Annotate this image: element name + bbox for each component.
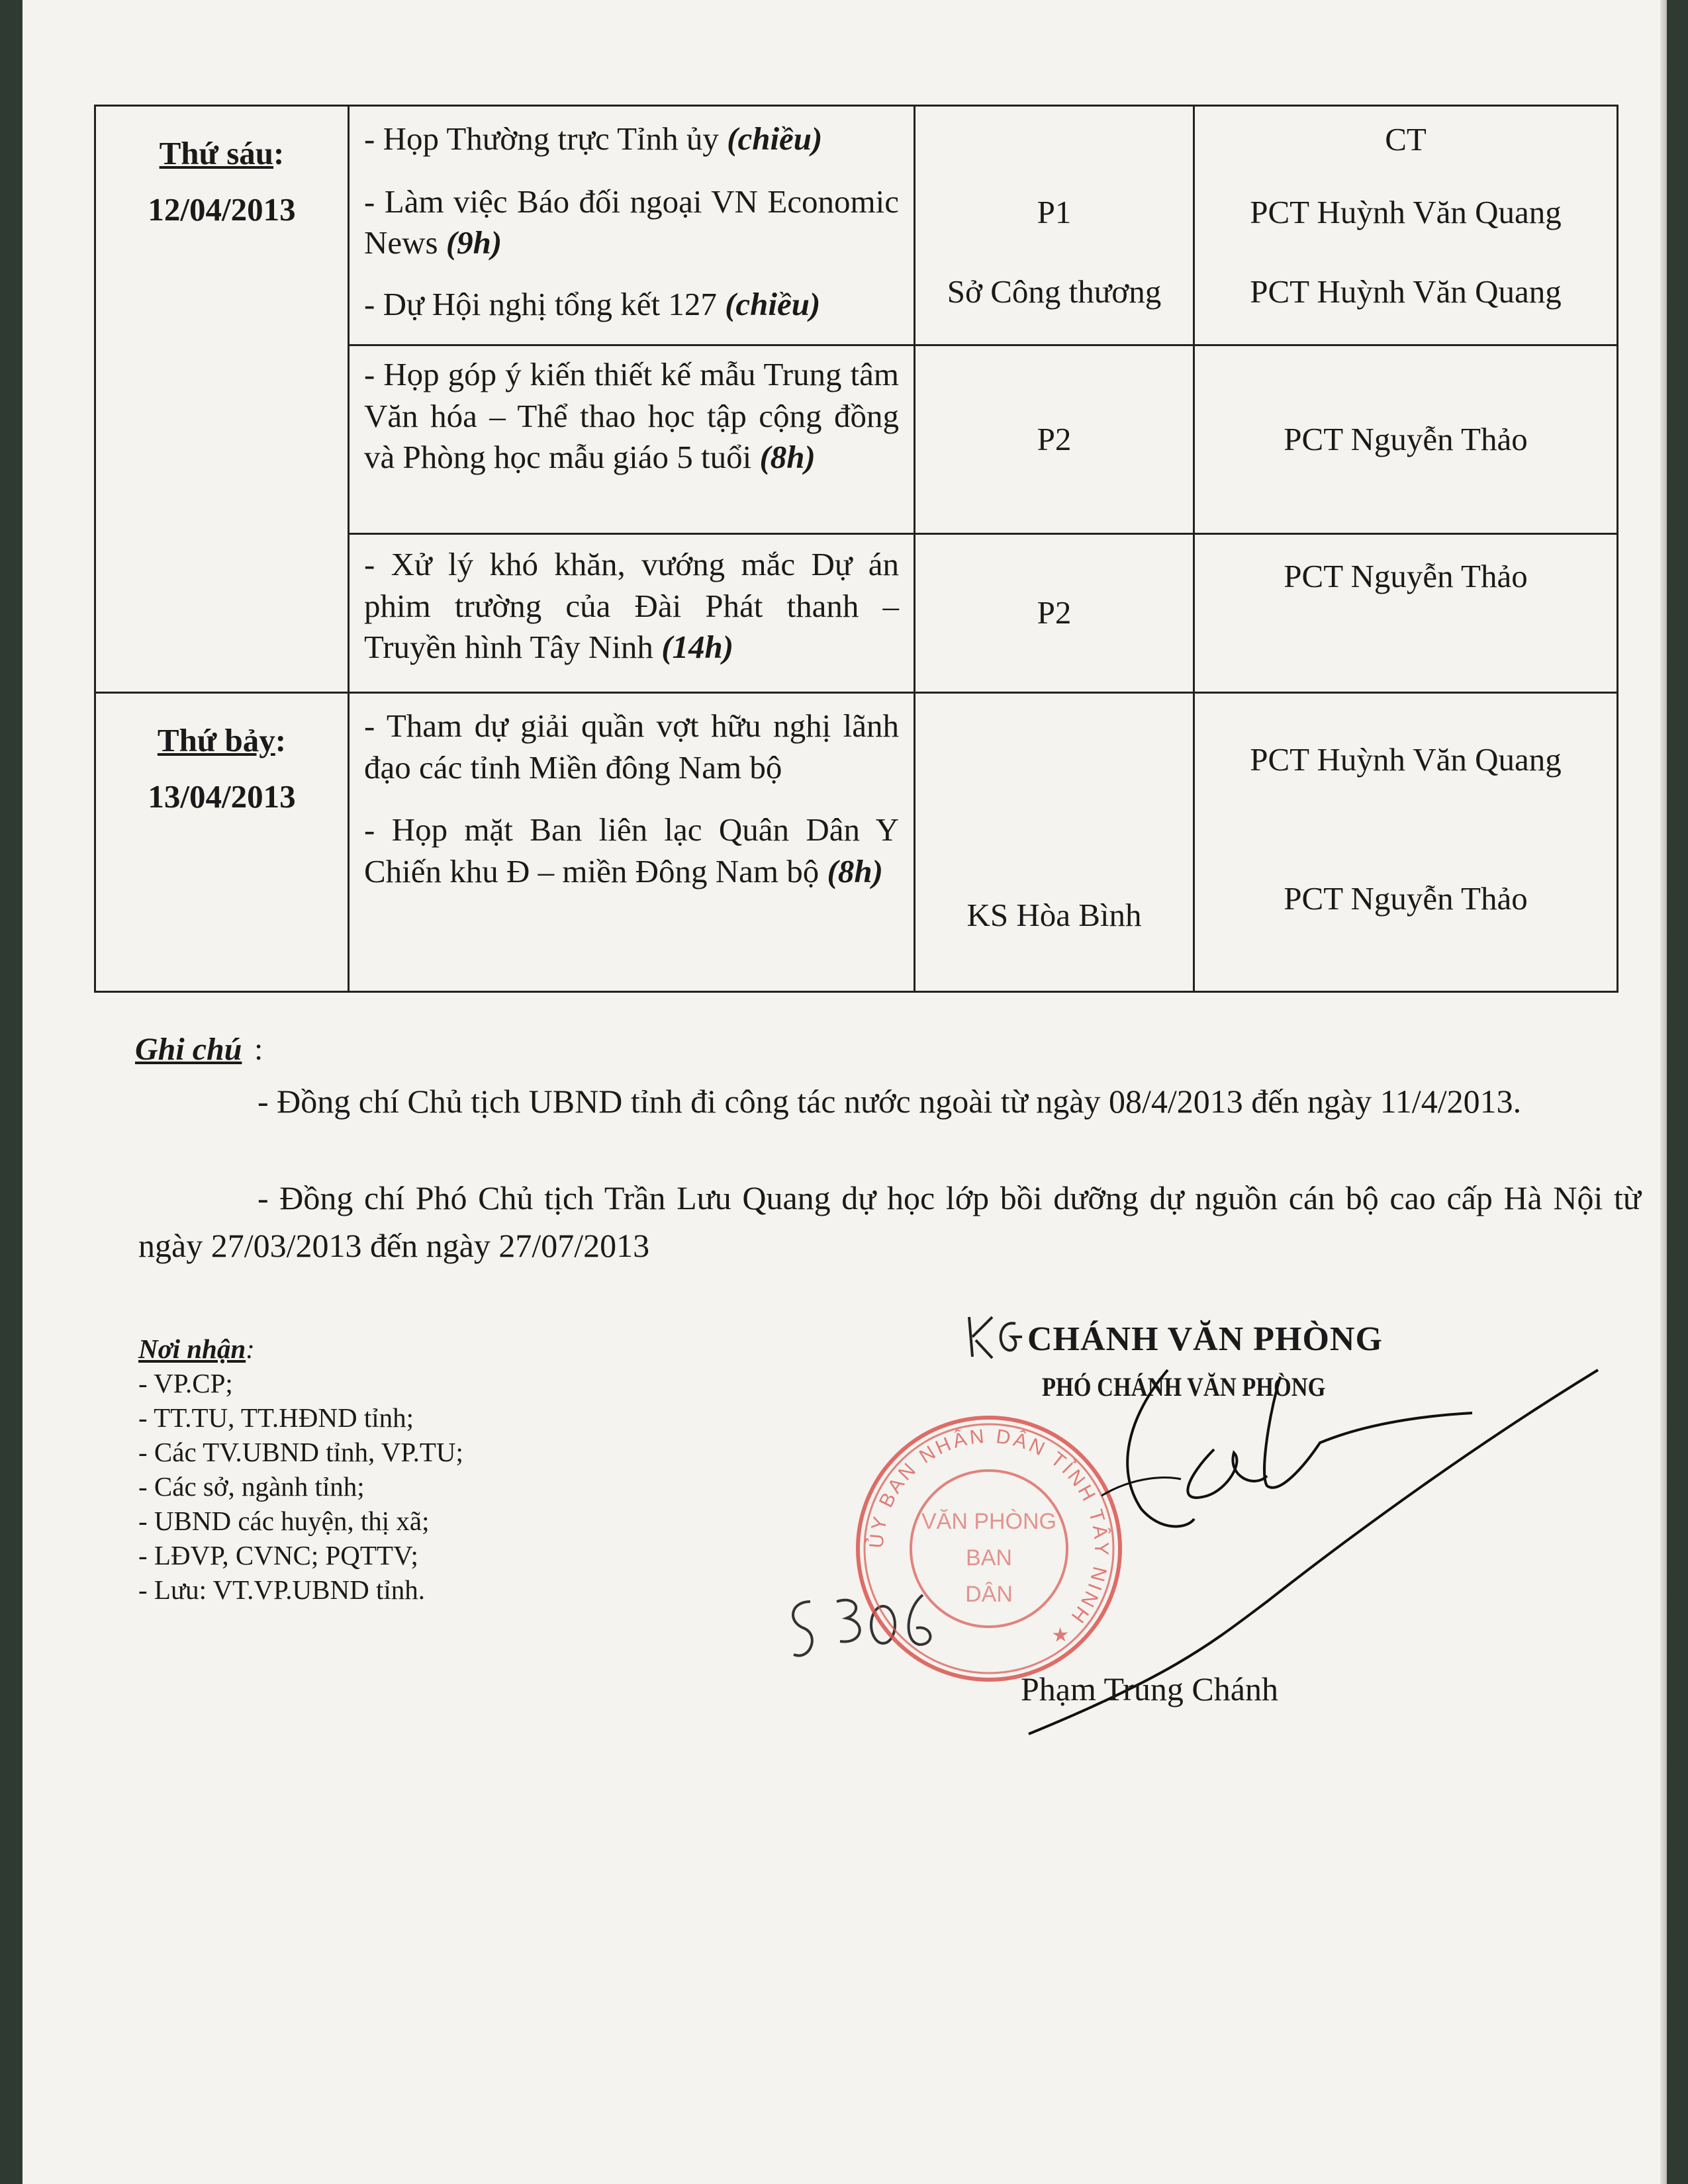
person-text: PCT Nguyễn Thảo — [1284, 558, 1528, 594]
person-text: PCT Huỳnh Văn Quang — [1250, 741, 1562, 778]
place-cell — [915, 106, 1194, 345]
list-item: - Lưu: VT.VP.UBND tỉnh. — [138, 1574, 426, 1605]
activity-cell — [349, 106, 915, 345]
activity-cell — [349, 534, 915, 693]
day-name: Thứ sáu — [159, 135, 274, 171]
list-item: - Họp Thường trực Tỉnh ủy (chiều) — [364, 120, 823, 157]
list-item: - UBND các huyện, thị xã; — [138, 1506, 430, 1536]
list-item: - Làm việc Báo đối ngoại VN Economic News (9h) — [364, 183, 899, 261]
list-item: - Xử lý khó khăn, vướng mắc Dự án phim trường của Đài Phát thanh – Truyền hình Tây Ninh (14h) — [364, 546, 899, 666]
person-cell — [1194, 693, 1618, 992]
note-paragraph: - Đồng chí Phó Chủ tịch Trần Lưu Quang dự học lớp bồi dưỡng dự nguồn cán bộ cao cấp Hà Nội từ ngày 27/03/2013 đến ngày 27/07/2013 — [138, 1179, 1641, 1264]
list-item: - VP.CP; — [138, 1368, 233, 1398]
day-date: 12/04/2013 — [148, 191, 296, 228]
place-text: KS Hòa Bình — [966, 896, 1142, 933]
table-row — [95, 106, 1618, 345]
activity-cell — [349, 345, 915, 534]
person-text: PCT Nguyễn Thảo — [1284, 420, 1528, 457]
place-text: P1 — [1037, 193, 1072, 230]
page-edge — [1660, 0, 1667, 2184]
list-item: - LĐVP, CVNC; PQTTV; — [138, 1540, 418, 1570]
activity-cell — [349, 693, 915, 992]
list-item: - TT.TU, TT.HĐND tỉnh; — [138, 1402, 414, 1433]
list-item: - Các TV.UBND tỉnh, VP.TU; — [138, 1437, 463, 1467]
place-text: P2 — [1037, 594, 1072, 631]
person-cell — [1194, 534, 1618, 693]
table-row — [95, 693, 1618, 992]
person-cell — [1194, 106, 1618, 345]
list-item: - Họp góp ý kiến thiết kế mẫu Trung tâm Văn hóa – Thể thao học tập cộng đồng và Phòng học mẫu giáo 5 tuổi (8h) — [364, 356, 899, 476]
place-cell — [915, 534, 1194, 693]
svg-text:ỦY BAN NHÂN DÂN TỈNH TÂY NINH: ỦY BAN NHÂN DÂN TỈNH TÂY NINH ★ — [865, 1425, 1113, 1651]
document-page — [23, 0, 1667, 2184]
place-cell — [915, 693, 1194, 992]
person-cell — [1194, 345, 1618, 534]
place-cell — [915, 345, 1194, 534]
signature-subtitle: PHÓ CHÁNH VĂN PHÒNG — [1042, 1372, 1326, 1402]
kt-handwritten-icon — [956, 1310, 1029, 1370]
list-item: - Họp mặt Ban liên lạc Quân Dân Y Chiến khu Đ – miền Đông Nam bộ (8h) — [364, 811, 899, 890]
recipients-title: Nơi nhận — [138, 1334, 246, 1364]
day-cell-saturday: Thứ bảy: 13/04/2013 — [95, 693, 349, 992]
place-text: P2 — [1037, 420, 1072, 457]
day-name: Thứ bảy — [157, 722, 275, 758]
list-item: - Tham dự giải quần vợt hữu nghị lãnh đạo các tỉnh Miền đông Nam bộ — [364, 707, 899, 786]
svg-text:VĂN PHÒNG: VĂN PHÒNG — [921, 1509, 1057, 1534]
signature-title: CHÁNH VĂN PHÒNG — [1027, 1320, 1383, 1358]
schedule-table — [94, 105, 1618, 993]
list-item: - Dự Hội nghị tổng kết 127 (chiều) — [364, 286, 821, 323]
list-item: - Các sở, ngành tỉnh; — [138, 1471, 365, 1502]
person-text: PCT Nguyễn Thảo — [1284, 880, 1528, 917]
official-seal-icon — [850, 1410, 1128, 1688]
notes-title: Ghi chú — [135, 1032, 242, 1067]
person-text: CT — [1385, 120, 1427, 158]
svg-text:BAN: BAN — [966, 1545, 1012, 1570]
note-paragraph: - Đồng chí Chủ tịch UBND tỉnh đi công tác nước ngoài từ ngày 08/4/2013 đến ngày 11/4/2013. — [258, 1083, 1522, 1120]
day-date: 13/04/2013 — [148, 778, 296, 815]
person-text: PCT Huỳnh Văn Quang — [1250, 193, 1562, 230]
place-text: Sở Công thương — [947, 273, 1162, 310]
person-text: PCT Huỳnh Văn Quang — [1250, 273, 1562, 310]
recipients-block: Nơi nhận: - VP.CP; - TT.TU, TT.HĐND tỉnh; - Các TV.UBND tỉnh, VP.TU; - Các sở, ngành tỉnh; - UBND các huyện, thị xã; - LĐVP, CVNC; PQTTV; - Lưu: VT.VP.UBND tỉnh. — [138, 1332, 463, 1607]
day-cell-friday: Thứ sáu: 12/04/2013 — [95, 106, 349, 693]
signer-name: Phạm Trung Chánh — [1021, 1670, 1278, 1707]
notes-colon: : — [254, 1032, 263, 1067]
svg-text:DÂN: DÂN — [965, 1582, 1013, 1607]
